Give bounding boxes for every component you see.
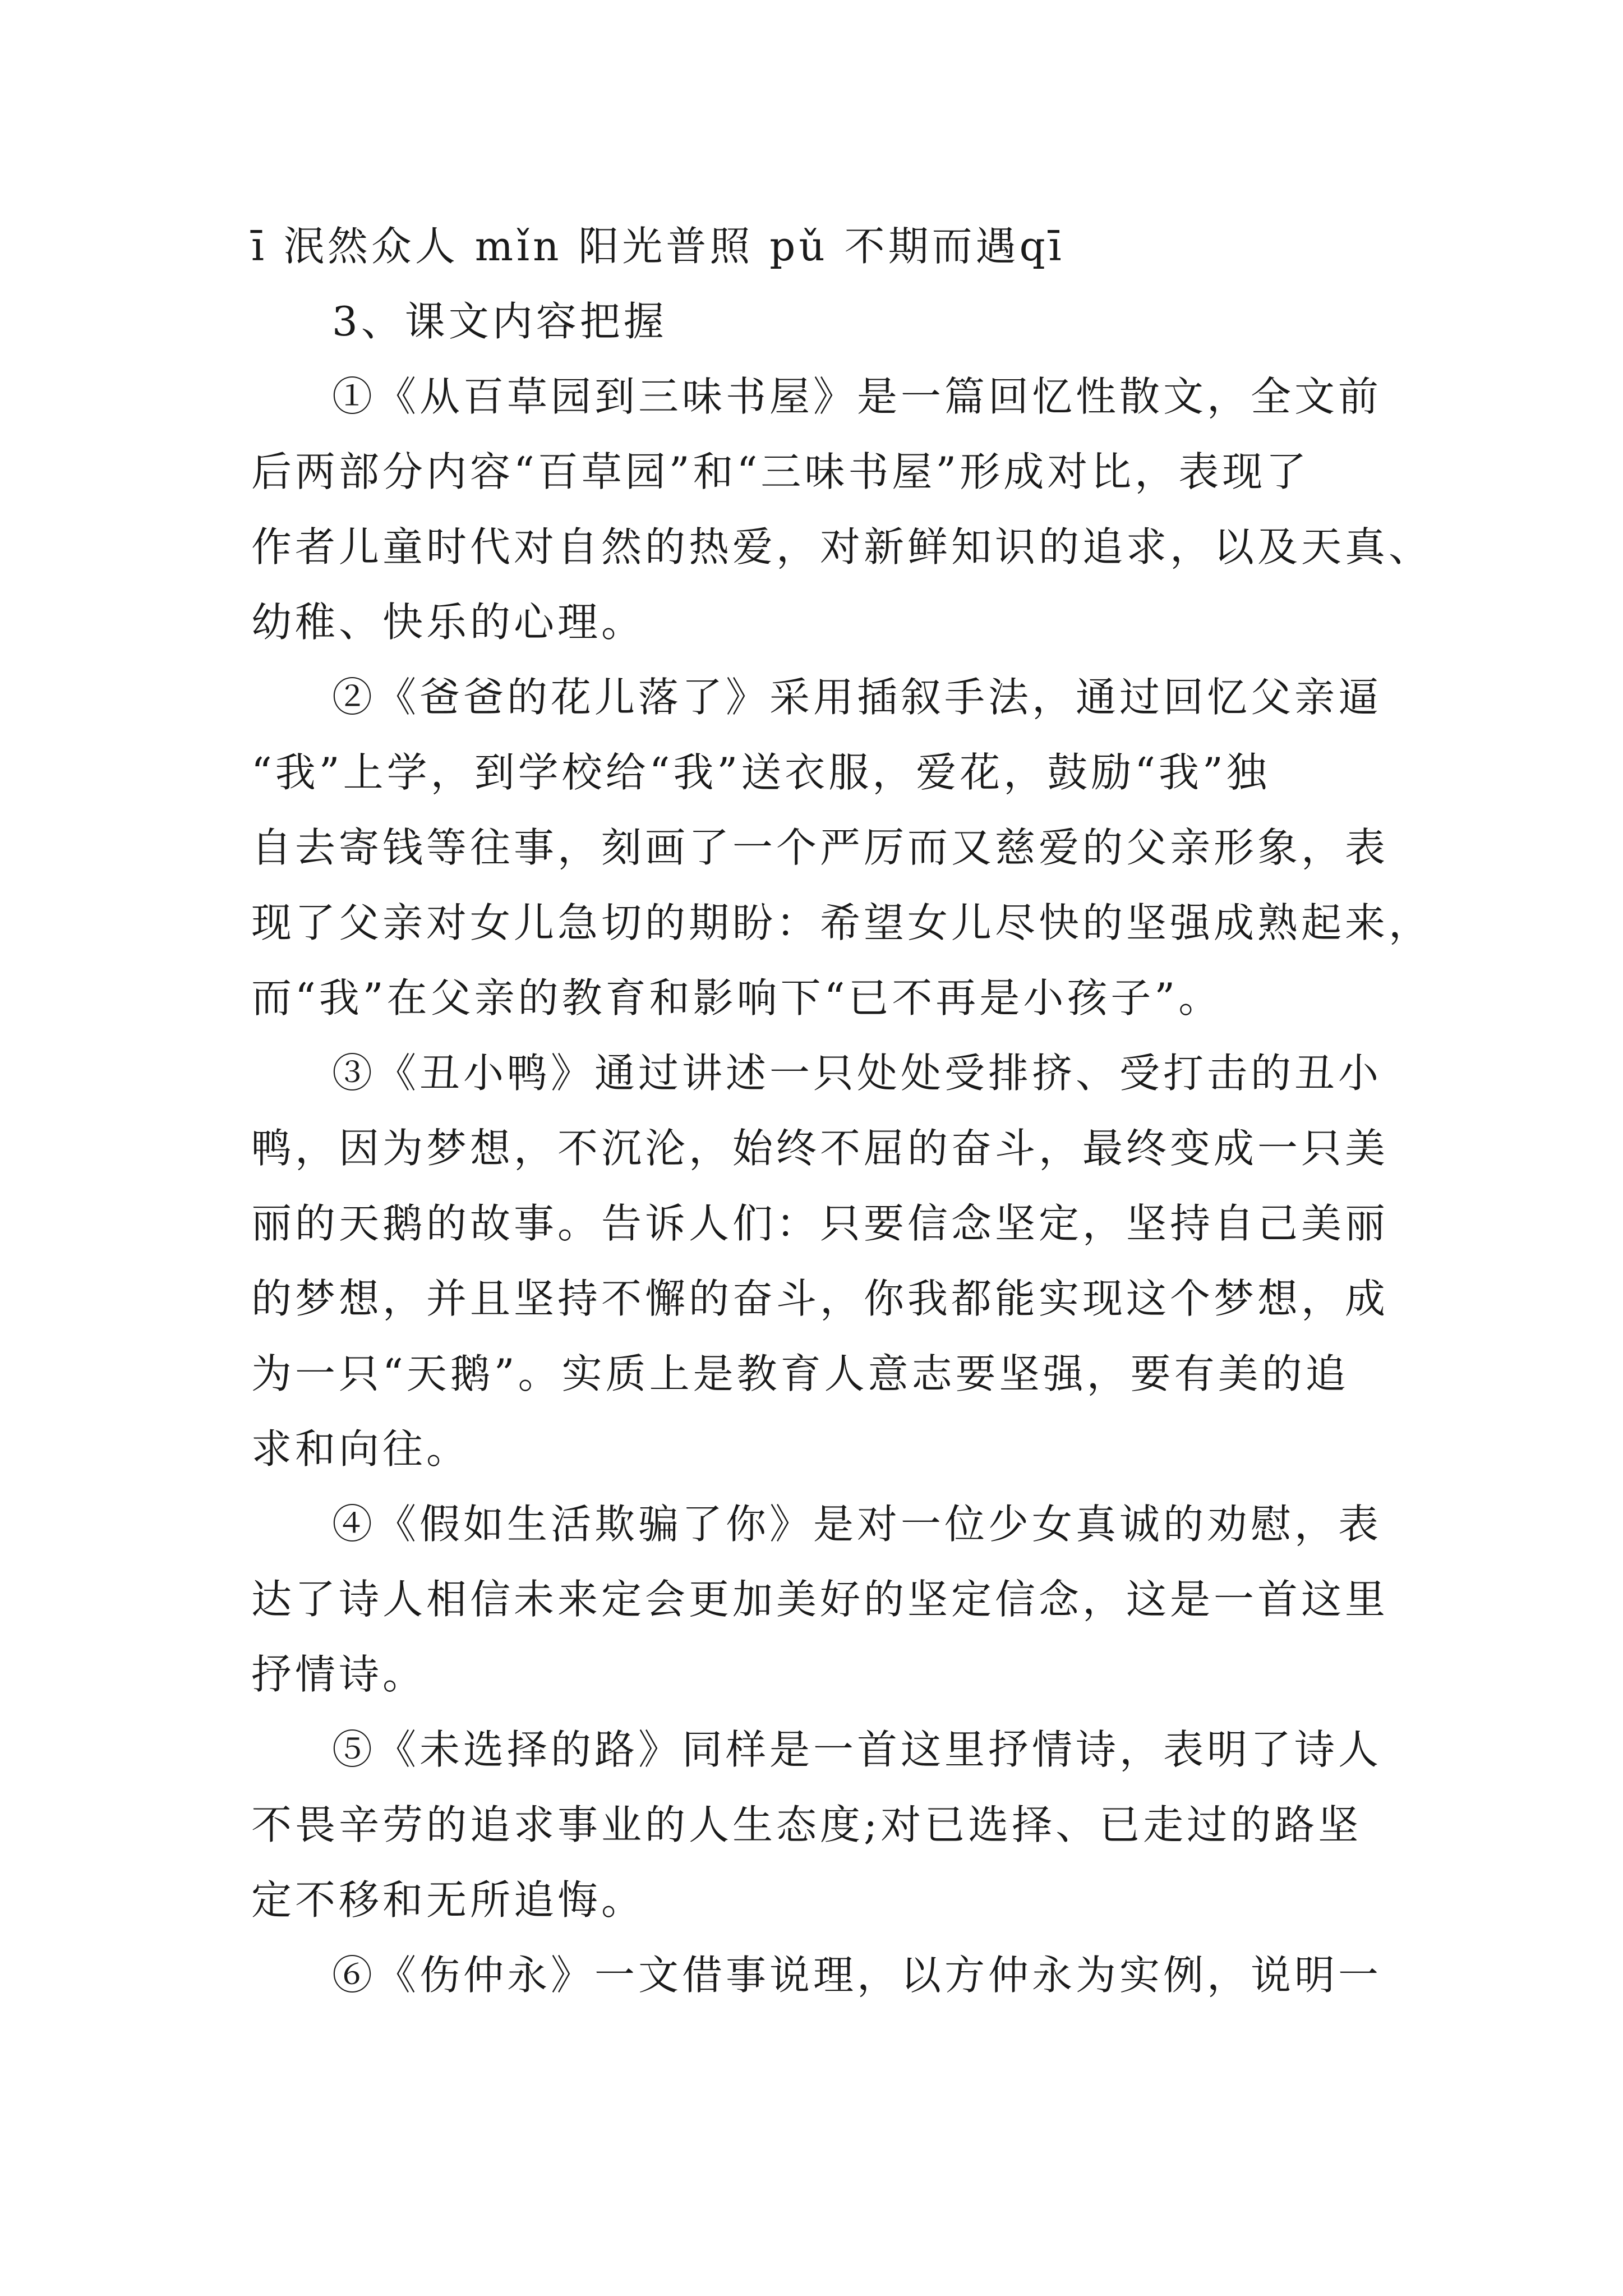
paragraph-2-line-4: 现了父亲对女儿急切的期盼：希望女儿尽快的坚强成熟起来， (251, 899, 1433, 946)
paragraph-2-line-2: “我”上学，到学校给“我”送衣服，爱花，鼓励“我”独 (251, 749, 1270, 796)
paragraph-1-line-2: 后两部分内容“百草园”和“三味书屋”形成对比，表现了 (251, 448, 1310, 495)
paragraph-3-line-1: ③《丑小鸭》通过讲述一只处处受排挤、受打击的丑小 (332, 1050, 1382, 1097)
paragraph-5-line-1: ⑤《未选择的路》同样是一首这里抒情诗，表明了诗人 (332, 1726, 1382, 1773)
paragraph-3-line-2: 鸭，因为梦想，不沉沦，始终不屈的奋斗，最终变成一只美 (251, 1125, 1389, 1172)
paragraph-1-line-3: 作者儿童时代对自然的热爱，对新鲜知识的追求，以及天真、 (251, 523, 1433, 570)
paragraph-3-line-5: 为一只“天鹅”。实质上是教育人意志要坚强，要有美的追 (251, 1350, 1349, 1397)
paragraph-2-line-3: 自去寄钱等往事，刻画了一个严厉而又慈爱的父亲形象，表 (251, 824, 1389, 871)
pinyin-line: ī 泯然众人 mǐn 阳光普照 pǔ 不期而遇qī (251, 223, 1065, 270)
paragraph-3-line-4: 的梦想，并且坚持不懈的奋斗，你我都能实现这个梦想，成 (251, 1275, 1389, 1322)
paragraph-3-line-6: 求和向往。 (251, 1425, 471, 1473)
paragraph-3-line-3: 丽的天鹅的故事。告诉人们：只要信念坚定，坚持自己美丽 (251, 1200, 1389, 1247)
paragraph-1-line-1: ①《从百草园到三味书屋》是一篇回忆性散文，全文前 (332, 373, 1382, 420)
document-body (251, 209, 1433, 2013)
paragraph-2-line-1: ②《爸爸的花儿落了》采用插叙手法，通过回忆父亲逼 (332, 674, 1382, 721)
paragraph-5-line-3: 定不移和无所追悔。 (251, 1876, 645, 1924)
paragraph-1-line-4: 幼稚、快乐的心理。 (251, 599, 645, 646)
paragraph-4-line-2: 达了诗人相信未来定会更加美好的坚定信念，这是一首这里 (251, 1576, 1389, 1623)
paragraph-4-line-1: ④《假如生活欺骗了你》是对一位少女真诚的劝慰，表 (332, 1501, 1382, 1548)
section-heading: 3、课文内容把握 (332, 298, 667, 345)
paragraph-5-line-2: 不畏辛劳的追求事业的人生态度;对已选择、已走过的路坚 (251, 1801, 1362, 1848)
paragraph-2-line-5: 而“我”在父亲的教育和影响下“已不再是小孩子”。 (251, 974, 1223, 1022)
paragraph-4-line-3: 抒情诗。 (251, 1651, 427, 1698)
paragraph-6-line-1: ⑥《伤仲永》一文借事说理，以方仲永为实例，说明一 (332, 1952, 1382, 1999)
